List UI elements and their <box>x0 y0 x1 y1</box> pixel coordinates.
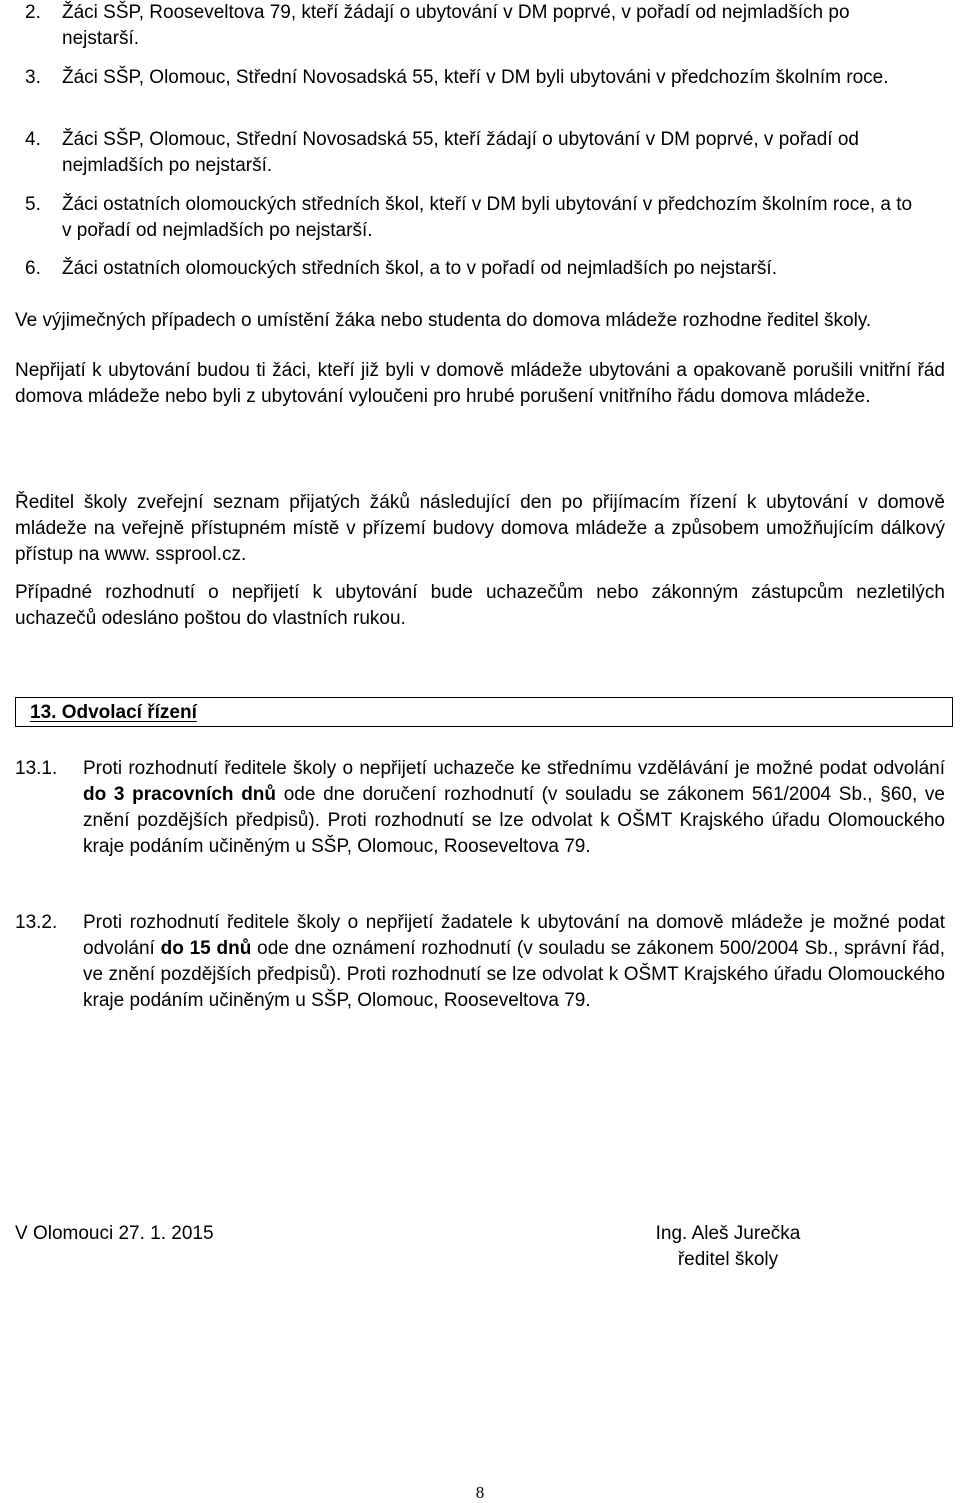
paragraph-not-accepted: Nepřijatí k ubytování budou ti žáci, kteří již byli v domově mládeže ubytováni a opakovaně porušili vnitřní řád domova mládeže nebo byli z ubytování vyloučeni pro hrubé porušení vnitřního řádu domova mládeže. <box>15 360 945 407</box>
list-item-text: Žáci SŠP, Olomouc, Střední Novosadská 55, kteří v DM byli ubytováni v předchozím školním roce. <box>62 67 889 88</box>
clause-text: ode dne doručení rozhodnutí (v souladu se zákonem 561/2004 Sb., §60, ve znění pozdějších předpisů). Proti rozhodnutí se lze odvolat k OŠMT Krajského úřadu Olomouckého kraje podáním učiněným u SŠP, Olomouc, Rooseveltova 79. <box>83 784 945 857</box>
section-heading-box <box>15 697 953 727</box>
page-number: 8 <box>475 1483 485 1502</box>
clause-deadline: do 3 pracovních dnů <box>83 784 277 805</box>
list-item-number: 5. <box>25 194 41 215</box>
paragraph-publication: Ředitel školy zveřejní seznam přijatých žáků následující den po přijímacím řízení k ubytování v domově mládeže na veřejně přístupném místě v přízemí budovy domova mládeže a způsobem umožňujícím dálkový přístup na www. ssprool.cz. <box>15 492 945 565</box>
list-item-number: 3. <box>25 67 41 88</box>
list-item-text: Žáci ostatních olomouckých středních škol, a to v pořadí od nejmladších po nejstarší. <box>62 258 777 279</box>
section-heading: 13. Odvolací řízení <box>30 702 197 723</box>
clause-text: Proti rozhodnutí ředitele školy o nepřijetí žadatele k ubytování na domově mládeže je možné podat odvolání <box>83 912 945 959</box>
clause-number: 13.1. <box>15 758 58 779</box>
list-item-number: 4. <box>25 129 41 150</box>
signatory-name: Ing. Aleš Jurečka <box>655 1223 801 1244</box>
signatory-role: ředitel školy <box>677 1249 779 1270</box>
list-item-number: 2. <box>25 2 41 23</box>
paragraph-notification: Případné rozhodnutí o nepřijetí k ubytování bude uchazečům nebo zákonným zástupcům nezletilých uchazečů odesláno poštou do vlastních rukou. <box>15 582 945 629</box>
list-item-text: Žáci ostatních olomouckých středních škol, kteří v DM byli ubytování v předchozím školním roce, a to v pořadí od nejmladších po nejstarší. <box>62 194 913 241</box>
clause-number: 13.2. <box>15 912 58 933</box>
clause-text: Proti rozhodnutí ředitele školy o nepřijetí uchazeče ke střednímu vzdělávání je možné podat odvolání <box>83 758 945 779</box>
list-item-text: Žáci SŠP, Rooseveltova 79, kteří žádají o ubytování v DM poprvé, v pořadí od nejmladších po nejstarší. <box>62 2 850 49</box>
list-item-text: Žáci SŠP, Olomouc, Střední Novosadská 55, kteří žádají o ubytování v DM poprvé, v pořadí od nejmladších po nejstarší. <box>62 129 859 176</box>
clause-text: ode dne oznámení rozhodnutí (v souladu se zákonem 500/2004 Sb., správní řád, ve znění pozdějších předpisů). Proti rozhodnutí se lze odvolat k OŠMT Krajského úřadu Olomouckého kraje podáním učiněným u SŠP, Olomouc, Rooseveltova 79. <box>83 938 945 1011</box>
paragraph-director-decision: Ve výjimečných případech o umístění žáka nebo studenta do domova mládeže rozhodne ředitel školy. <box>15 310 872 331</box>
list-item-number: 6. <box>25 258 41 279</box>
signature-block <box>628 1221 828 1273</box>
clause-body <box>83 910 945 1014</box>
clause-body <box>83 756 945 860</box>
clause-deadline: do 15 dnů <box>160 938 252 959</box>
place-date: V Olomouci 27. 1. 2015 <box>15 1223 214 1244</box>
